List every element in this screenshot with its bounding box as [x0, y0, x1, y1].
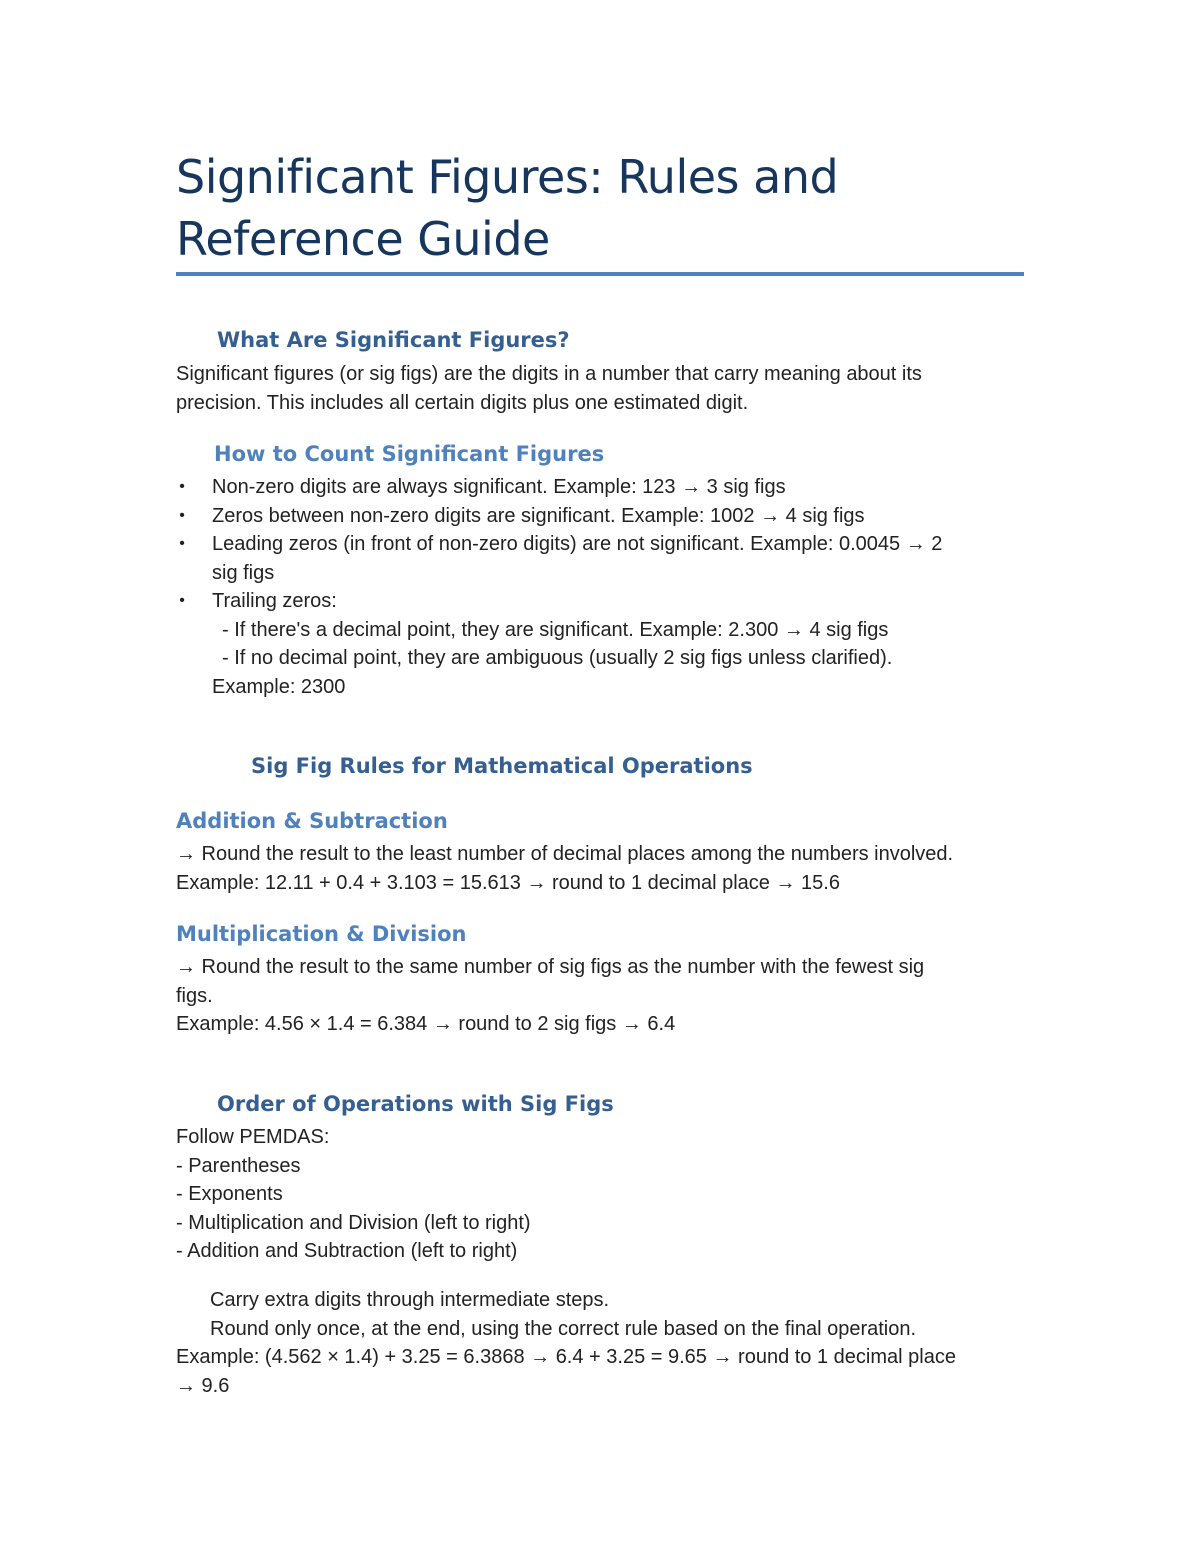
heading-multiplication-division: Multiplication & Division	[176, 922, 467, 946]
list-item-text: Trailing zeros:	[212, 590, 337, 612]
heading-math-operations: Sig Fig Rules for Mathematical Operations	[251, 754, 753, 778]
heading-what-are: What Are Significant Figures?	[217, 328, 570, 352]
paragraph-line: Example: 4.56 × 1.4 = 6.384 → round to 2 sig figs → 6.4	[176, 1013, 676, 1035]
list-item-text: Zeros between non-zero digits are significant. Example: 1002 → 4 sig figs	[212, 504, 865, 527]
list-item-subtext: - If there's a decimal point, they are significant. Example: 2.300 → 4 sig figs	[222, 618, 889, 641]
list-item-text: sig figs	[212, 561, 275, 584]
bullet-icon: •	[179, 478, 185, 495]
list-item-text: Example: 2300	[212, 675, 346, 698]
paragraph-line: → Round the result to the same number of sig figs as the number with the fewest sig	[176, 956, 925, 978]
multiplication-paragraph	[176, 953, 1026, 1039]
paragraph-line: → 9.6	[176, 1374, 230, 1397]
what-are-paragraph	[176, 360, 1026, 417]
list-item-text: Leading zeros (in front of non-zero digits) are not significant. Example: 0.0045 → 2	[212, 533, 943, 555]
list-item-text: Non-zero digits are always significant. Example: 123 → 3 sig figs	[212, 476, 786, 498]
list-item	[176, 502, 1026, 531]
pemdas-list	[176, 1123, 1026, 1266]
paragraph-line: - Parentheses	[176, 1154, 301, 1177]
list-item	[176, 530, 1026, 587]
paragraph-line: Follow PEMDAS:	[176, 1126, 330, 1148]
heading-addition-subtraction: Addition & Subtraction	[176, 809, 448, 833]
title-underline	[176, 272, 1024, 276]
paragraph-line: → Round the result to the least number of decimal places among the numbers involved.	[176, 843, 954, 865]
paragraph-line: Example: 12.11 + 0.4 + 3.103 = 15.613 → round to 1 decimal place → 15.6	[176, 871, 840, 894]
heading-order-of-operations: Order of Operations with Sig Figs	[217, 1092, 614, 1116]
paragraph-line: - Multiplication and Division (left to right)	[176, 1211, 531, 1234]
bullet-icon: •	[179, 592, 185, 609]
document-title: Significant Figures: Rules and Reference Guide	[176, 150, 839, 266]
paragraph-line: precision. This includes all certain digits plus one estimated digit.	[176, 391, 749, 414]
rounding-notes	[176, 1286, 1026, 1400]
list-item	[176, 587, 1026, 701]
paragraph-line: Significant figures (or sig figs) are the digits in a number that carry meaning about its	[176, 363, 922, 385]
paragraph-line: figs.	[176, 984, 213, 1007]
bullet-icon: •	[179, 535, 185, 552]
note-line: Round only once, at the end, using the correct rule based on the final operation.	[210, 1317, 917, 1340]
heading-how-to-count: How to Count Significant Figures	[214, 442, 605, 466]
paragraph-line: - Exponents	[176, 1183, 283, 1205]
note-line: Carry extra digits through intermediate steps.	[210, 1289, 610, 1311]
list-item-subtext: - If no decimal point, they are ambiguous (usually 2 sig figs unless clarified).	[222, 647, 893, 669]
bullet-icon: •	[179, 506, 185, 524]
paragraph-line: Example: (4.562 × 1.4) + 3.25 = 6.3868 → 6.4 + 3.25 = 9.65 → round to 1 decimal place	[176, 1346, 956, 1368]
paragraph-line: - Addition and Subtraction (left to right)	[176, 1240, 518, 1262]
list-item	[176, 473, 1026, 502]
addition-paragraph	[176, 840, 1026, 897]
counting-rules-list	[176, 473, 1026, 701]
